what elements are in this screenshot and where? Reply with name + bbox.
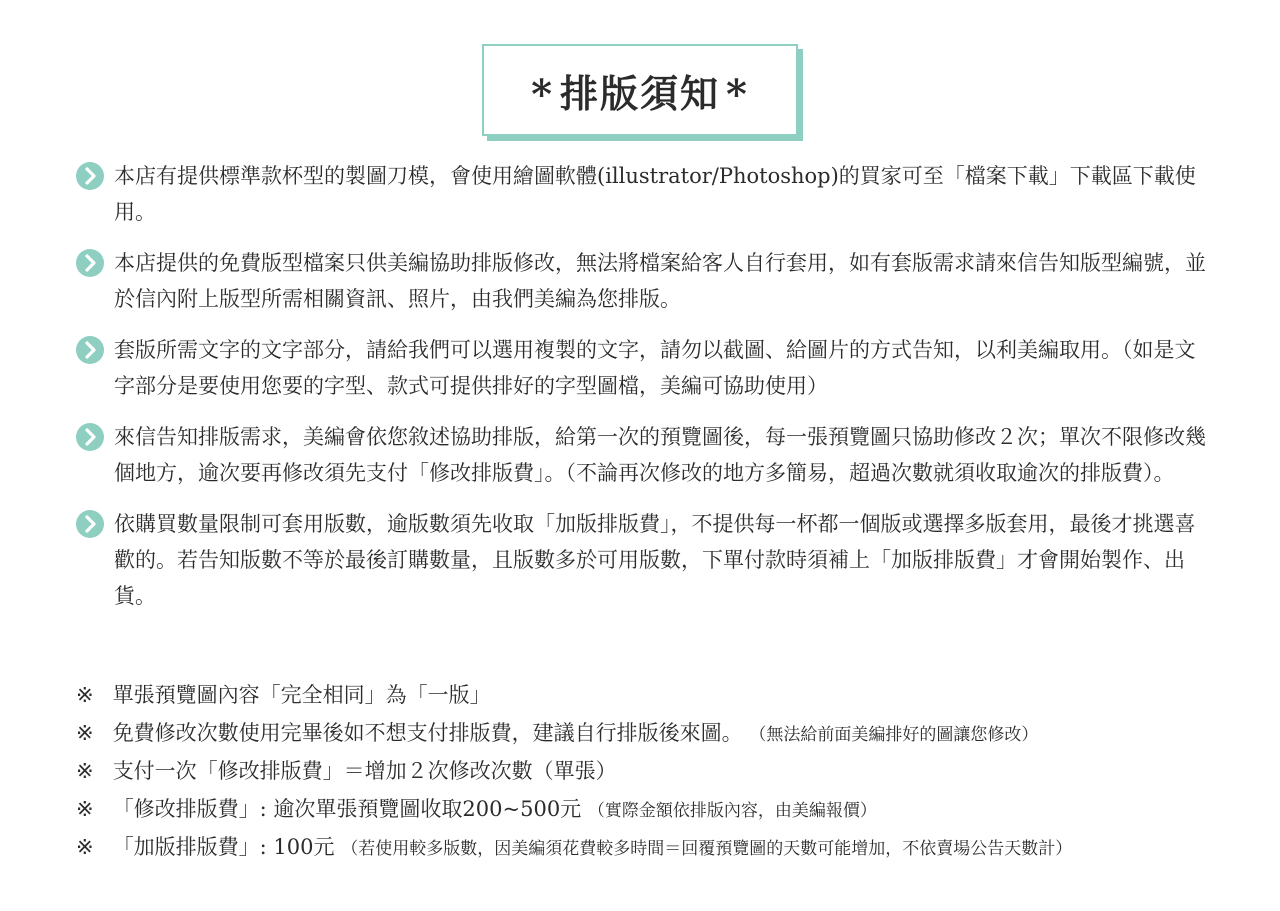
note-line [76,753,1246,791]
list-item [76,506,1206,614]
note-mark: ※ [76,721,94,745]
note-small-text: （實際金額依排版內容，由美編報價） [587,801,877,821]
list-item [76,245,1206,317]
note-text: 「加版排版費」: 100元 [112,835,335,859]
chevron-circle-right-icon [76,510,104,538]
note-mark: ※ [76,797,94,821]
note-text: 支付一次「修改排版費」＝增加２次修改次數（單張） [112,759,617,783]
page-title [482,44,798,136]
list-item-text: 本店有提供標準款杯型的製圖刀模，會使用繪圖軟體(illustrator/Photoshop)的買家可至「檔案下載」下載區下載使用。 [114,164,1196,224]
note-line [76,829,1246,867]
chevron-circle-right-icon [76,336,104,364]
title-left-mark: * [531,70,554,118]
notes-list [76,677,1246,867]
rules-list [76,158,1206,629]
note-line [76,677,1246,715]
note-text: 單張預覽圖內容「完全相同」為「一版」 [112,683,491,707]
title-banner [482,44,798,136]
chevron-circle-right-icon [76,423,104,451]
list-item [76,158,1206,230]
note-small-text: （無法給前面美編排好的圖讓您修改） [749,725,1039,745]
list-item [76,332,1206,404]
note-text: 免費修改次數使用完畢後如不想支付排版費，建議自行排版後來圖。 [112,721,743,745]
page-title-text: 排版須知 [559,70,720,116]
list-item-text: 套版所需文字的文字部分，請給我們可以選用複製的文字，請勿以截圖、給圖片的方式告知，以利美編取用。（如是文字部分是要使用您要的字型、款式可提供排好的字型圖檔，美編可協助使用） [114,338,1196,398]
note-mark: ※ [76,683,94,707]
list-item-text: 來信告知排版需求，美編會依您敘述協助排版，給第一次的預覽圖後，每一張預覽圖只協助修改２次；單次不限修改幾個地方，逾次要再修改須先支付「修改排版費」。（不論再次修改的地方多簡易，超過次數就須收取逾次的排版費）。 [114,425,1206,485]
list-item [76,419,1206,491]
list-item-text: 本店提供的免費版型檔案只供美編協助排版修改，無法將檔案給客人自行套用，如有套版需求請來信告知版型編號，並於信內附上版型所需相關資訊、照片，由我們美編為您排版。 [114,251,1206,311]
note-mark: ※ [76,759,94,783]
title-right-mark: * [726,70,749,118]
note-line [76,715,1246,753]
note-small-text: （若使用較多版數，因美編須花費較多時間＝回覆預覽圖的天數可能增加，不依賣場公告天數計） [341,839,1073,859]
chevron-circle-right-icon [76,162,104,190]
chevron-circle-right-icon [76,249,104,277]
list-item-text: 依購買數量限制可套用版數，逾版數須先收取「加版排版費」，不提供每一杯都一個版或選擇多版套用，最後才挑選喜歡的。若告知版數不等於最後訂購數量，且版數多於可用版數，下單付款時須補上「加版排版費」才會開始製作、出貨。 [114,512,1196,608]
note-line [76,791,1246,829]
note-mark: ※ [76,835,94,859]
note-text: 「修改排版費」: 逾次單張預覽圖收取200~500元 [112,797,582,821]
